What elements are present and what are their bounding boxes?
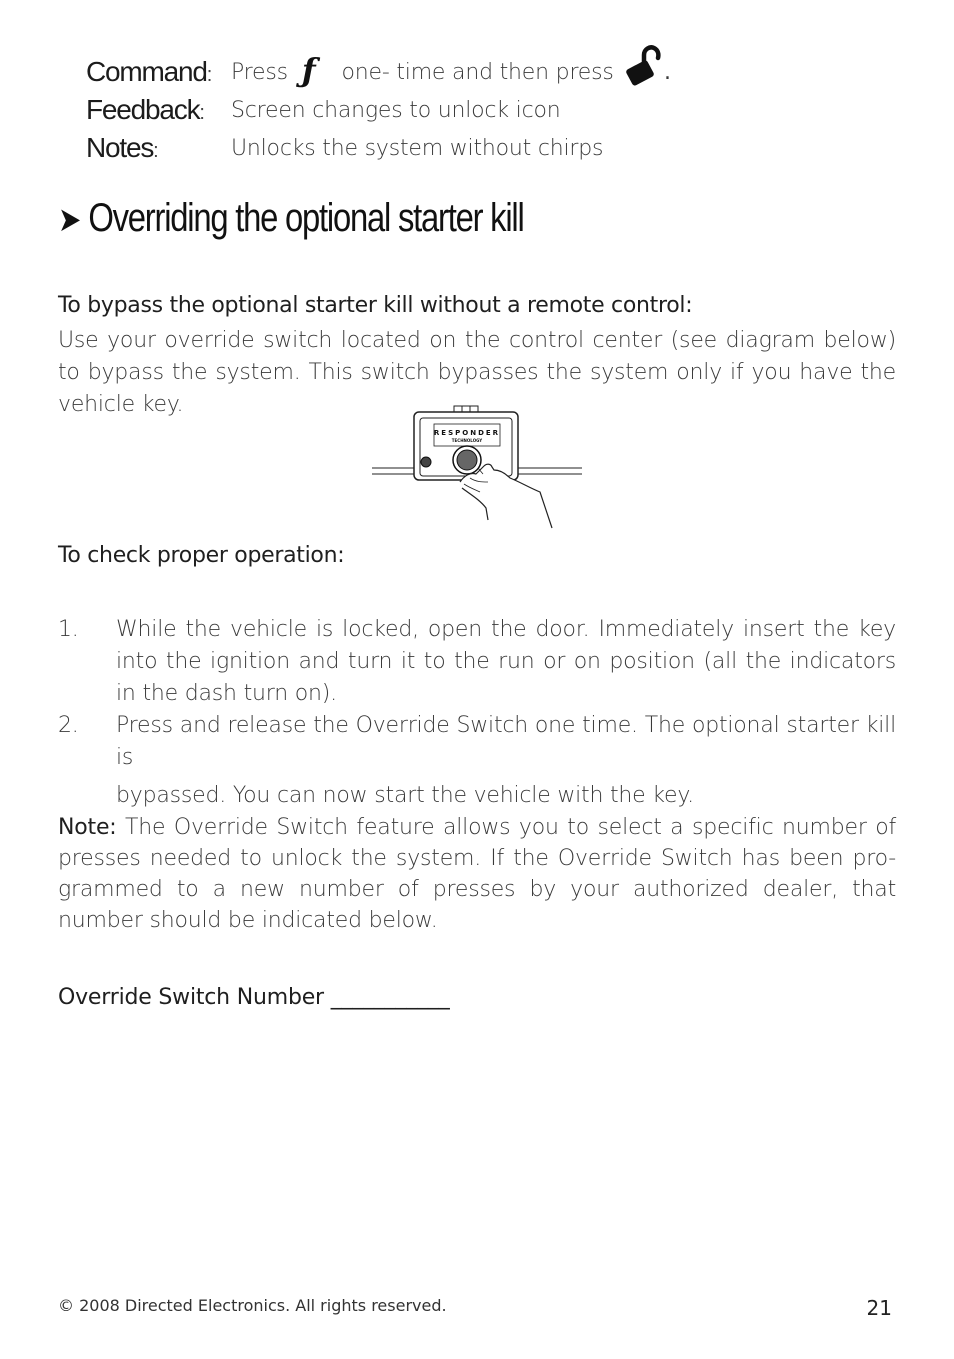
list-item [58, 710, 896, 812]
override-switch-number [58, 985, 450, 1010]
note-paragraph [58, 812, 896, 936]
section-title [58, 196, 524, 241]
feedback-row [86, 88, 886, 124]
control-center-diagram [370, 404, 584, 532]
page-number: 21 [866, 1296, 892, 1320]
notes-row [86, 126, 886, 162]
step-text: While the vehicle is locked, open the door. Immediately insert the key into the ignition and turn it to the run or on position (all the indicators in the dash turn on). [116, 617, 896, 706]
command-label: Command: [86, 56, 213, 87]
step-text-line1: Press and release the Override Switch one time. The optional starter kill is [116, 713, 896, 770]
override-blank: ___________ [330, 985, 450, 1010]
diagram-sub-text: TECHNOLOGY [451, 438, 483, 443]
notes-label: Notes: [86, 132, 159, 163]
step-number: 2. [58, 713, 79, 738]
footer-copyright: © 2008 Directed Electronics. All rights reserved. [58, 1296, 447, 1315]
bypass-heading: To bypass the optional starter kill without a remote control: [58, 293, 693, 318]
command-row [86, 50, 886, 89]
notes-text: Unlocks the system without chirps [231, 136, 604, 161]
unlock-padlock-icon [622, 44, 666, 90]
arrow-bullet-icon: ➤ [58, 201, 81, 239]
steps-list [58, 614, 896, 812]
command-period: . [664, 60, 671, 85]
step-text-line2: bypassed. You can now start the vehicle with the key. [116, 783, 694, 808]
bypass-body: Use your override switch located on the control center (see diagram below) to bypass the system. This switch bypasses the system only if you have the vehicle key. [58, 328, 896, 417]
diagram-brand-text: RESPONDER [433, 429, 501, 437]
feedback-text: Screen changes to unlock icon [231, 98, 561, 123]
function-f-icon: ƒ [301, 51, 316, 89]
list-item [58, 614, 896, 710]
check-heading: To check proper operation: [58, 543, 345, 568]
step-number: 1. [58, 617, 79, 642]
override-label: Override Switch Number [58, 985, 324, 1010]
note-label: Note: [58, 815, 117, 840]
command-text: Press ƒ one- time and then press [231, 51, 614, 89]
note-text: The Override Switch feature allows you to select a specific number of presses needed to unlock the system. If the Override Switch has been pro-grammed to a new number of presses by your authorized dealer, that number should be indicated below. [58, 815, 896, 933]
section-title-text: Overriding the optional starter kill [88, 196, 524, 240]
feedback-label: Feedback: [86, 94, 205, 125]
